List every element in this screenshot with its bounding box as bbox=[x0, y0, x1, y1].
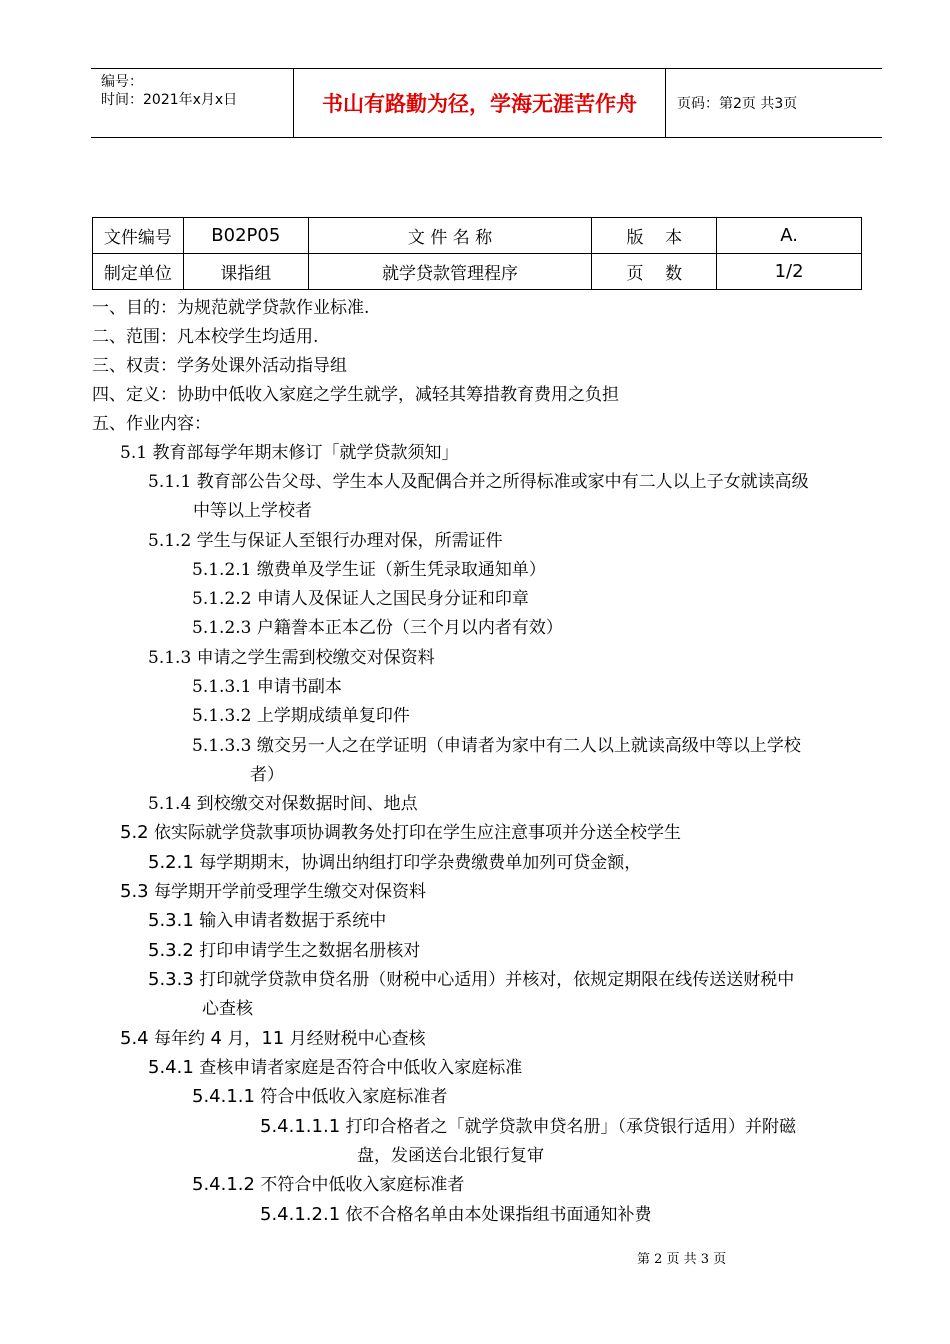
body-line bbox=[148, 940, 420, 962]
header-left-cell bbox=[91, 69, 294, 137]
body-line bbox=[192, 1086, 447, 1108]
header-motto: 书山有路勤为径，学海无涯苦作舟 bbox=[294, 69, 666, 137]
section-text: 依不合格名单由本处课指组书面通知补费 bbox=[345, 1205, 652, 1225]
body-line: 四、定义：协助中低收入家庭之学生就学，减轻其筹措教育费用之负担 bbox=[92, 385, 619, 405]
file-name-value: 就学贷款管理程序 bbox=[308, 254, 592, 290]
body-line: 5.1.2 学生与保证人至银行办理对保，所需证件 bbox=[148, 531, 503, 551]
body-line: 5.1.3.3 缴交另一人之在学证明（申请者为家中有二人以上就读高级中等以上学校 bbox=[192, 736, 801, 756]
unit-label: 制定单位 bbox=[93, 254, 184, 290]
section-number: 5.4.1 bbox=[148, 1057, 194, 1078]
version-label: 版 本 bbox=[592, 218, 717, 254]
body-line: 5.1.2.3 户籍誊本正本乙份（三个月以内者有效） bbox=[192, 618, 563, 638]
body-line: 盘，发函送台北银行复审 bbox=[357, 1146, 544, 1166]
section-month: 4 bbox=[210, 1028, 222, 1049]
body-line: 5.1.2.1 缴费单及学生证（新生凭录取通知单） bbox=[192, 560, 546, 580]
section-text: 依实际就学贷款事项协调教务处打印在学生应注意事项并分送全校学生 bbox=[154, 823, 682, 843]
body-line bbox=[260, 1116, 796, 1138]
body-line: 二、范围：凡本校学生均适用. bbox=[92, 327, 319, 347]
body-line: 中等以上学校者 bbox=[193, 501, 312, 521]
body-line: 一、目的：为规范就学贷款作业标准. bbox=[92, 298, 370, 318]
section-text: 不符合中低收入家庭标准者 bbox=[260, 1175, 465, 1195]
section-number: 5.3 bbox=[120, 881, 149, 902]
section-number: 5.2.1 bbox=[148, 852, 194, 873]
section-text: 月， bbox=[227, 1029, 262, 1049]
body-line: 三、权责：学务处课外活动指导组 bbox=[92, 356, 347, 376]
section-text: 查核申请者家庭是否符合中低收入家庭标准 bbox=[199, 1058, 523, 1078]
body-line: 五、作业内容： bbox=[92, 414, 211, 434]
body-line bbox=[148, 969, 794, 991]
document-info-table bbox=[92, 217, 862, 290]
file-name-label: 文 件 名 称 bbox=[308, 218, 592, 254]
body-line: 5.1 教育部每学年期末修订「就学贷款须知」 bbox=[120, 443, 459, 463]
section-month: 11 bbox=[261, 1028, 285, 1049]
section-text: 打印申请学生之数据名册核对 bbox=[199, 941, 421, 961]
section-number: 5.4.1.1 bbox=[192, 1086, 255, 1107]
section-text: 符合中低收入家庭标准者 bbox=[260, 1087, 448, 1107]
body-line: 5.1.1 教育部公告父母、学生本人及配偶合并之所得标准或家中有二人以上子女就读高级 bbox=[148, 472, 809, 492]
document-time-label: 时间：2021年x月x日 bbox=[101, 92, 238, 108]
document-number-label: 编号： bbox=[101, 74, 143, 90]
section-text: 打印就学贷款申贷名册（财税中心适用）并核对，依规定期限在线传送送财税中 bbox=[199, 970, 795, 990]
body-line bbox=[120, 881, 426, 903]
body-line: 5.1.3.2 上学期成绩单复印件 bbox=[192, 706, 410, 726]
version-value: A. bbox=[717, 218, 862, 254]
body-line: 心查核 bbox=[202, 999, 253, 1019]
body-line bbox=[120, 1028, 426, 1050]
body-line: 5.1.4 到校缴交对保数据时间、地点 bbox=[148, 794, 418, 814]
file-number-value: B02P05 bbox=[183, 218, 308, 254]
page-header bbox=[91, 68, 882, 138]
pages-label: 页 数 bbox=[592, 254, 717, 290]
file-number-label: 文件编号 bbox=[93, 218, 184, 254]
section-text: 输入申请者数据于系统中 bbox=[199, 911, 387, 931]
section-number: 5.4.1.2.1 bbox=[260, 1204, 341, 1225]
section-text: 每学期期末，协调出纳组打印学杂费缴费单加列可贷金额， bbox=[199, 853, 642, 873]
info-row-2 bbox=[93, 254, 862, 290]
section-number: 5.3.1 bbox=[148, 910, 194, 931]
info-row-1 bbox=[93, 218, 862, 254]
body-line bbox=[120, 822, 681, 844]
section-text: 每学期开学前受理学生缴交对保资料 bbox=[154, 882, 427, 902]
body-line bbox=[148, 910, 386, 932]
body-line: 者） bbox=[250, 765, 284, 785]
body-line bbox=[148, 1057, 522, 1079]
section-number: 5.3.3 bbox=[148, 969, 194, 990]
section-text: 月经财税中心查核 bbox=[289, 1029, 426, 1049]
section-number: 5.2 bbox=[120, 822, 149, 843]
section-text: 每年约 bbox=[154, 1029, 206, 1049]
body-line bbox=[260, 1204, 652, 1226]
section-number: 5.4 bbox=[120, 1028, 149, 1049]
pages-value: 1/2 bbox=[717, 254, 862, 290]
body-line bbox=[192, 1174, 464, 1196]
body-line bbox=[148, 852, 641, 874]
header-page-label: 页码：第2页 共3页 bbox=[677, 96, 798, 112]
body-line: 5.1.2.2 申请人及保证人之国民身分证和印章 bbox=[192, 589, 529, 609]
body-line: 5.1.3 申请之学生需到校缴交对保资料 bbox=[148, 648, 435, 668]
unit-value: 课指组 bbox=[183, 254, 308, 290]
section-number: 5.3.2 bbox=[148, 940, 194, 961]
section-number: 5.4.1.1.1 bbox=[260, 1116, 341, 1137]
section-text: 打印合格者之「就学贷款申贷名册」（承贷银行适用）并附磁 bbox=[345, 1117, 797, 1137]
page-footer: 第 2 页 共 3 页 bbox=[637, 1252, 727, 1267]
body-line: 5.1.3.1 申请书副本 bbox=[192, 677, 342, 697]
section-number: 5.4.1.2 bbox=[192, 1174, 255, 1195]
